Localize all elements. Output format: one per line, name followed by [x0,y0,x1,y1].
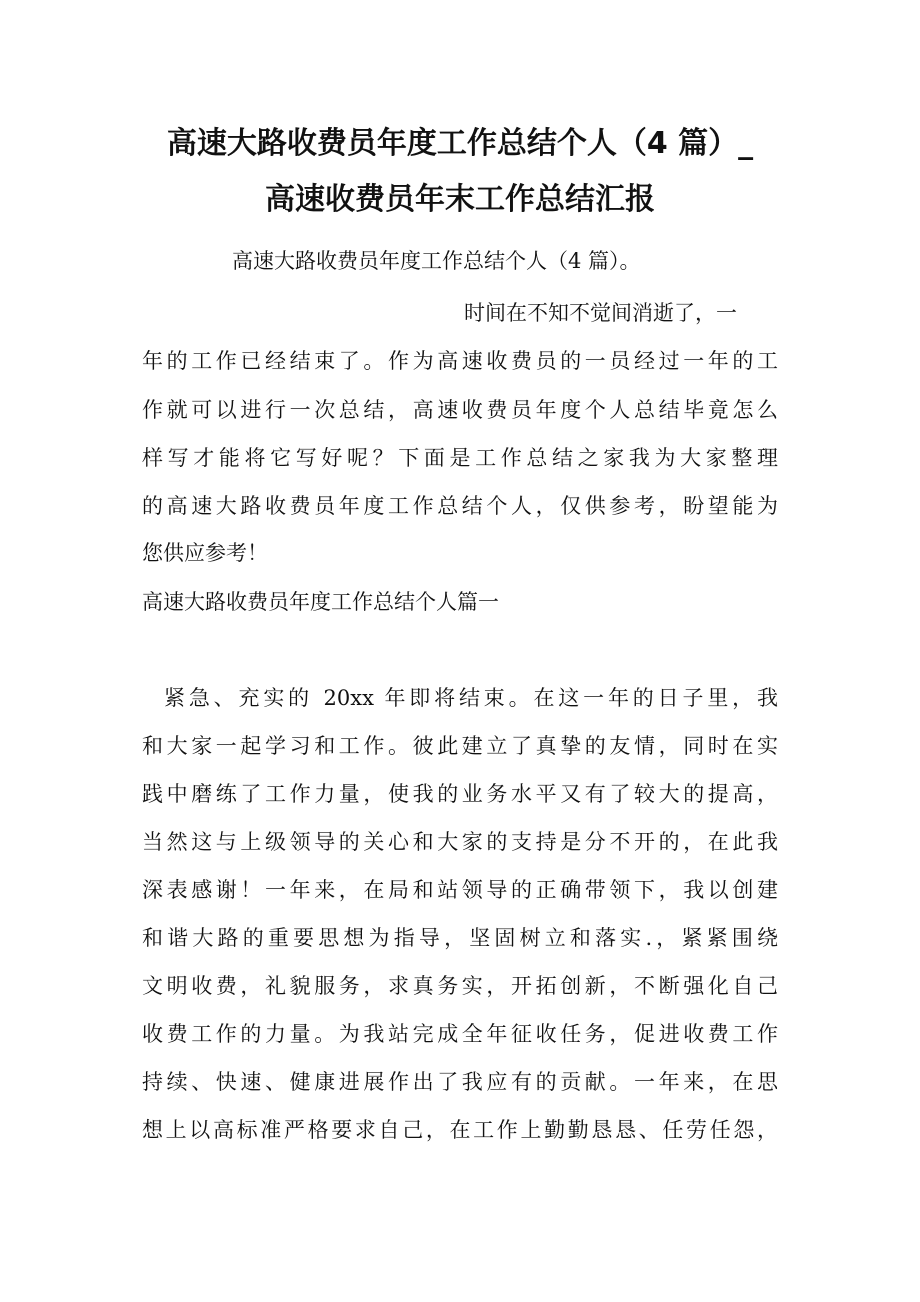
document-title-line-1: 高速大路收费员年度工作总结个人（4 篇）_ [166,126,754,161]
document-title-line-2: 高速收费员年末工作总结汇报 [265,182,655,217]
body-line: 想上以高标准严格要求自己，在工作上勤勤恳恳、任劳任怨， [142,1118,778,1142]
body-line: 践中磨练了工作力量，使我的业务水平又有了较大的提高， [142,782,778,806]
intro-line: 您供应参考！ [142,541,268,565]
body-line: 文明收费，礼貌服务，求真务实，开拓创新，不断强化自己 [142,974,778,998]
intro-line: 时间在不知不觉间消逝了，一 [464,301,737,325]
intro-line: 样写才能将它写好呢？下面是工作总结之家我为大家整理 [142,446,778,470]
intro-line: 作就可以进行一次总结，高速收费员年度个人总结毕竟怎么 [142,398,778,422]
intro-line: 的高速大路收费员年度工作总结个人，仅供参考，盼望能为 [142,494,778,518]
body-line: 持续、快速、健康进展作出了我应有的贡献。一年来，在思 [142,1070,778,1094]
body-line: 和大家一起学习和工作。彼此建立了真挚的友情，同时在实 [142,734,778,758]
body-line: 和谐大路的重要思想为指导，坚固树立和落实.，紧紧围绕 [142,926,778,950]
body-line: 收费工作的力量。为我站完成全年征收任务，促进收费工作 [142,1022,778,1046]
intro-line: 年的工作已经结束了。作为高速收费员的一员经过一年的工 [142,349,778,373]
body-line: 深表感谢！一年来，在局和站领导的正确带领下，我以创建 [142,878,778,902]
section-heading: 高速大路收费员年度工作总结个人篇一 [142,590,499,614]
body-line: 当然这与上级领导的关心和大家的支持是分不开的，在此我 [142,830,778,854]
document-subtitle: 高速大路收费员年度工作总结个人（4 篇）。 [232,249,641,273]
body-line: 紧急、充实的 20xx 年即将结束。在这一年的日子里，我 [164,686,778,710]
